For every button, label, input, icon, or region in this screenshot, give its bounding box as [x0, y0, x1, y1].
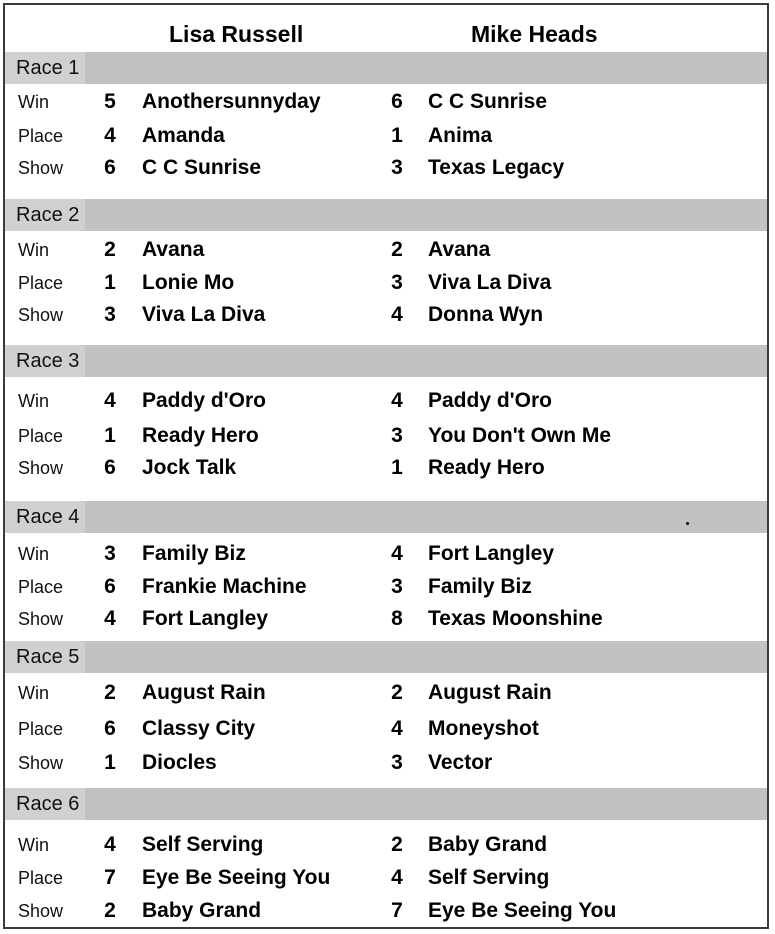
lisa-horse-name: Paddy d'Oro	[142, 389, 267, 412]
mike-horse-name: Eye Be Seeing You	[428, 899, 617, 922]
finish-position: Place	[18, 126, 64, 146]
lisa-horse-number: 2	[104, 681, 116, 704]
lisa-horse-number: 4	[104, 124, 116, 147]
mike-horse-number: 6	[391, 90, 403, 113]
finish-position: Win	[18, 240, 49, 260]
mike-horse-number: 3	[391, 271, 403, 294]
lisa-horse-name: Jock Talk	[142, 456, 237, 479]
mike-horse-name: Vector	[428, 751, 493, 774]
lisa-horse-number: 6	[104, 456, 116, 479]
pick-row	[5, 571, 767, 603]
mike-horse-name: Fort Langley	[428, 542, 555, 565]
lisa-horse-name: Baby Grand	[142, 899, 262, 922]
mike-horse-number: 2	[391, 833, 403, 856]
lisa-horse-name: Anothersunnyday	[142, 90, 321, 113]
finish-position: Win	[18, 92, 49, 112]
race-header-bar	[5, 641, 767, 673]
mike-horse-number: 4	[391, 303, 403, 326]
mike-horse-number: 4	[391, 717, 403, 740]
mike-horse-name: Texas Legacy	[428, 156, 565, 179]
pick-row	[5, 747, 767, 779]
mike-horse-number: 2	[391, 238, 403, 261]
lisa-horse-number: 4	[104, 607, 116, 630]
mike-horse-number: 4	[391, 866, 403, 889]
mike-horse-number: 1	[391, 456, 403, 479]
finish-position: Win	[18, 544, 49, 564]
lisa-horse-number: 6	[104, 156, 116, 179]
lisa-horse-number: 4	[104, 833, 116, 856]
lisa-horse-number: 1	[104, 751, 116, 774]
pick-row	[5, 385, 767, 417]
mike-horse-number: 2	[391, 681, 403, 704]
mike-horse-name: C C Sunrise	[428, 90, 548, 113]
mike-horse-name: Anima	[428, 124, 493, 147]
pick-row	[5, 603, 767, 635]
pick-row	[5, 86, 767, 118]
finish-position: Win	[18, 683, 49, 703]
finish-position: Show	[18, 458, 64, 478]
lisa-horse-name: Frankie Machine	[142, 575, 307, 598]
pick-row	[5, 267, 767, 299]
race-label: Race 6	[5, 788, 85, 820]
lisa-horse-number: 6	[104, 717, 116, 740]
pick-row	[5, 152, 767, 184]
pick-row	[5, 120, 767, 152]
mike-horse-number: 7	[391, 899, 403, 922]
finish-position: Place	[18, 868, 64, 888]
lisa-horse-name: Eye Be Seeing You	[142, 866, 331, 889]
pick-row	[5, 420, 767, 452]
lisa-horse-number: 6	[104, 575, 116, 598]
lisa-horse-name: Lonie Mo	[142, 271, 235, 294]
lisa-horse-name: Fort Langley	[142, 607, 269, 630]
lisa-horse-number: 1	[104, 271, 116, 294]
handicapper-name-mike: Mike Heads	[471, 21, 598, 47]
mike-horse-name: Viva La Diva	[428, 271, 552, 294]
mike-horse-number: 3	[391, 575, 403, 598]
mike-horse-name: You Don't Own Me	[428, 424, 612, 447]
lisa-horse-name: Ready Hero	[142, 424, 259, 447]
finish-position: Show	[18, 305, 64, 325]
race-label: Race 5	[5, 641, 85, 673]
mike-horse-name: Donna Wyn	[428, 303, 544, 326]
mike-horse-name: Family Biz	[428, 575, 532, 598]
mike-horse-name: August Rain	[428, 681, 552, 704]
mike-horse-name: Texas Moonshine	[428, 607, 603, 630]
mike-horse-name: Self Serving	[428, 866, 550, 889]
mike-horse-number: 3	[391, 156, 403, 179]
picks-table	[3, 3, 769, 929]
lisa-horse-number: 2	[104, 899, 116, 922]
pick-row	[5, 829, 767, 861]
mike-horse-number: 1	[391, 124, 403, 147]
race-header-bar	[5, 788, 767, 820]
lisa-horse-number: 2	[104, 238, 116, 261]
lisa-horse-name: Diocles	[142, 751, 217, 774]
lisa-horse-name: Viva La Diva	[142, 303, 266, 326]
pick-row	[5, 538, 767, 570]
lisa-horse-name: Classy City	[142, 717, 256, 740]
lisa-horse-name: Self Serving	[142, 833, 264, 856]
pick-row	[5, 862, 767, 894]
lisa-horse-number: 1	[104, 424, 116, 447]
mike-horse-number: 4	[391, 542, 403, 565]
finish-position: Place	[18, 426, 64, 446]
pick-row	[5, 299, 767, 331]
lisa-horse-name: Amanda	[142, 124, 225, 147]
lisa-horse-number: 3	[104, 303, 116, 326]
lisa-horse-name: August Rain	[142, 681, 266, 704]
pick-row	[5, 452, 767, 484]
handicapper-name-lisa: Lisa Russell	[169, 21, 304, 47]
race-label: Race 3	[5, 345, 85, 377]
finish-position: Show	[18, 609, 64, 629]
pick-row	[5, 713, 767, 745]
pick-row	[5, 895, 767, 927]
race-header-bar	[5, 199, 767, 231]
pick-row	[5, 234, 767, 266]
mike-horse-number: 8	[391, 607, 403, 630]
finish-position: Win	[18, 391, 49, 411]
finish-position: Place	[18, 577, 64, 597]
lisa-horse-name: Family Biz	[142, 542, 246, 565]
finish-position: Show	[18, 158, 64, 178]
race-label: Race 2	[5, 199, 85, 231]
race-label: Race 4	[5, 501, 85, 533]
lisa-horse-number: 3	[104, 542, 116, 565]
mike-horse-number: 4	[391, 389, 403, 412]
mike-horse-name: Paddy d'Oro	[428, 389, 553, 412]
lisa-horse-name: C C Sunrise	[142, 156, 262, 179]
lisa-horse-number: 7	[104, 866, 116, 889]
race-label: Race 1	[5, 52, 85, 84]
finish-position: Show	[18, 753, 64, 773]
finish-position: Place	[18, 273, 64, 293]
finish-position: Show	[18, 901, 64, 921]
mike-horse-number: 3	[391, 751, 403, 774]
lisa-horse-number: 5	[104, 90, 116, 113]
race-header-bar	[5, 52, 767, 84]
race-header-bar	[5, 345, 767, 377]
mike-horse-name: Avana	[428, 238, 491, 261]
lisa-horse-number: 4	[104, 389, 116, 412]
stray-dot-mark	[686, 522, 689, 525]
finish-position: Win	[18, 835, 49, 855]
mike-horse-name: Moneyshot	[428, 717, 539, 740]
mike-horse-name: Baby Grand	[428, 833, 548, 856]
mike-horse-name: Ready Hero	[428, 456, 545, 479]
race-header-bar	[5, 501, 767, 533]
mike-horse-number: 3	[391, 424, 403, 447]
lisa-horse-name: Avana	[142, 238, 205, 261]
pick-row	[5, 677, 767, 709]
finish-position: Place	[18, 719, 64, 739]
